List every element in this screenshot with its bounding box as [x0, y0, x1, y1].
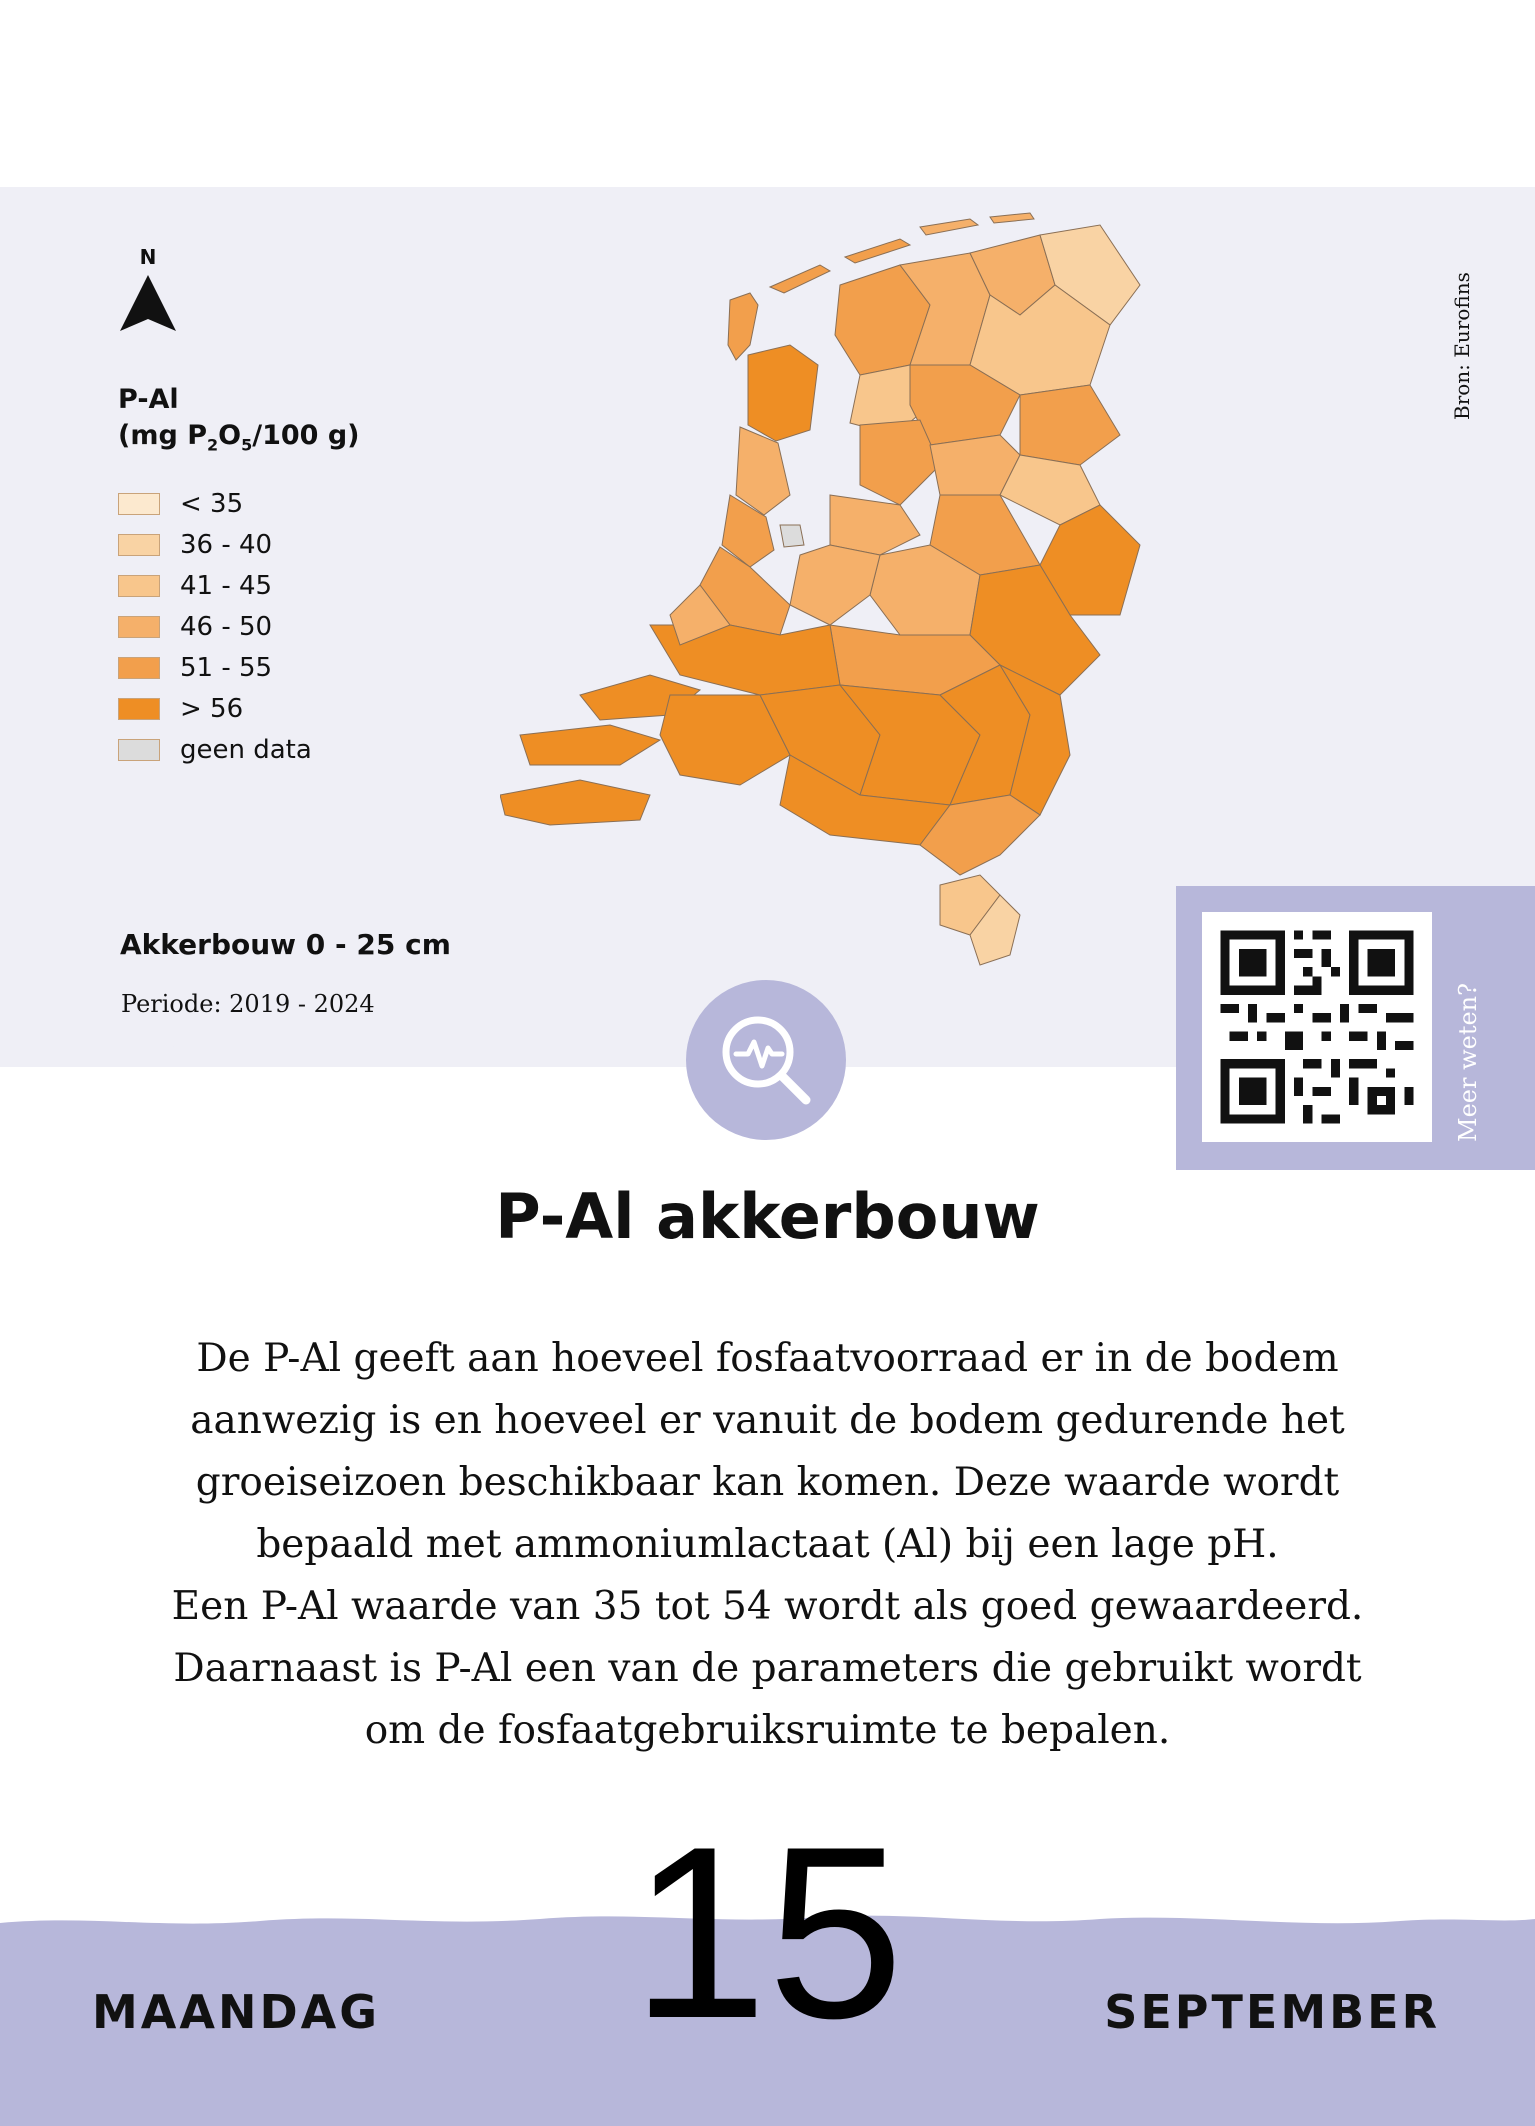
- legend-swatch: [118, 657, 160, 679]
- region-wadden-2: [770, 265, 830, 293]
- article-line: De P-Al geeft aan hoeveel fosfaatvoorraad er in de bodem: [196, 1336, 1339, 1381]
- source-credit: [1450, 250, 1480, 420]
- legend-item: [118, 565, 360, 606]
- legend-label: 51 - 55: [180, 652, 273, 683]
- map-subtitle: Akkerbouw 0 - 25 cm: [120, 928, 451, 961]
- article-line: groeiseizoen beschikbaar kan komen. Deze waarde wordt: [195, 1460, 1340, 1505]
- meer-weten-label: [1448, 952, 1488, 1142]
- region-utrecht: [790, 545, 880, 625]
- region-noord-holland-mid: [736, 427, 790, 515]
- legend-swatch: [118, 575, 160, 597]
- meer-weten-text: Meer weten?: [1454, 983, 1482, 1142]
- legend-item: [118, 729, 360, 770]
- calendar-day-number: 15: [631, 1795, 904, 2069]
- region-wadden-5: [990, 213, 1034, 223]
- netherlands-choropleth-map: [500, 195, 1150, 975]
- north-arrow: [118, 245, 178, 335]
- article-line: bepaald met ammoniumlactaat (Al) bij een lage pH.: [256, 1522, 1279, 1567]
- region-drenthe-south: [1020, 385, 1120, 465]
- qr-code[interactable]: [1202, 912, 1432, 1142]
- legend-swatch: [118, 739, 160, 761]
- article-line: Daarnaast is P-Al een van de parameters die gebruikt wordt: [173, 1646, 1362, 1691]
- legend-item: [118, 483, 360, 524]
- north-label: N: [139, 245, 157, 269]
- map-period: Periode: 2019 - 2024: [121, 990, 375, 1018]
- source-credit-text: Bron: Eurofins: [1450, 272, 1474, 420]
- qr-code-icon: [1202, 912, 1432, 1142]
- legend-swatch: [118, 534, 160, 556]
- calendar-month: SEPTEMBER: [1104, 1985, 1440, 2039]
- legend-label: geen data: [180, 734, 312, 765]
- article-line: aanwezig is en hoeveel er vanuit de bodem gedurende het: [190, 1398, 1345, 1443]
- map-legend: [118, 382, 360, 770]
- region-zeeuws-vlaanderen: [500, 780, 650, 825]
- calendar-weekday: MAANDAG: [92, 1985, 381, 2039]
- region-amsterdam-gap: [780, 525, 804, 547]
- search-chart-icon: [686, 980, 846, 1140]
- legend-label: 46 - 50: [180, 611, 273, 642]
- legend-label: < 35: [180, 488, 244, 519]
- legend-item: [118, 606, 360, 647]
- legend-item: [118, 524, 360, 565]
- legend-swatch: [118, 616, 160, 638]
- article-body: [150, 1328, 1385, 1762]
- region-flevoland-south: [830, 495, 920, 555]
- region-noord-holland-north: [748, 345, 818, 441]
- legend-label: 41 - 45: [180, 570, 273, 601]
- region-zeeland-mid: [520, 725, 660, 765]
- legend-unit: (mg $P_2O_5/100$ g): [118, 420, 360, 455]
- legend-label: 36 - 40: [180, 529, 273, 560]
- legend-swatch: [118, 493, 160, 515]
- region-wadden-4: [920, 219, 978, 235]
- article-line: Een P-Al waarde van 35 tot 54 wordt als goed gewaardeerd.: [171, 1584, 1364, 1629]
- region-wadden-3: [845, 239, 910, 263]
- legend-item: [118, 647, 360, 688]
- region-wadden-1: [728, 293, 758, 360]
- north-arrow-icon: [120, 275, 176, 331]
- legend-title: P-Al: [118, 384, 179, 415]
- legend-swatch: [118, 698, 160, 720]
- legend-label: > 56: [180, 693, 244, 724]
- legend-item: [118, 688, 360, 729]
- article-title: P-Al akkerbouw: [495, 1180, 1040, 1253]
- article-line: om de fosfaatgebruiksruimte te bepalen.: [364, 1708, 1171, 1753]
